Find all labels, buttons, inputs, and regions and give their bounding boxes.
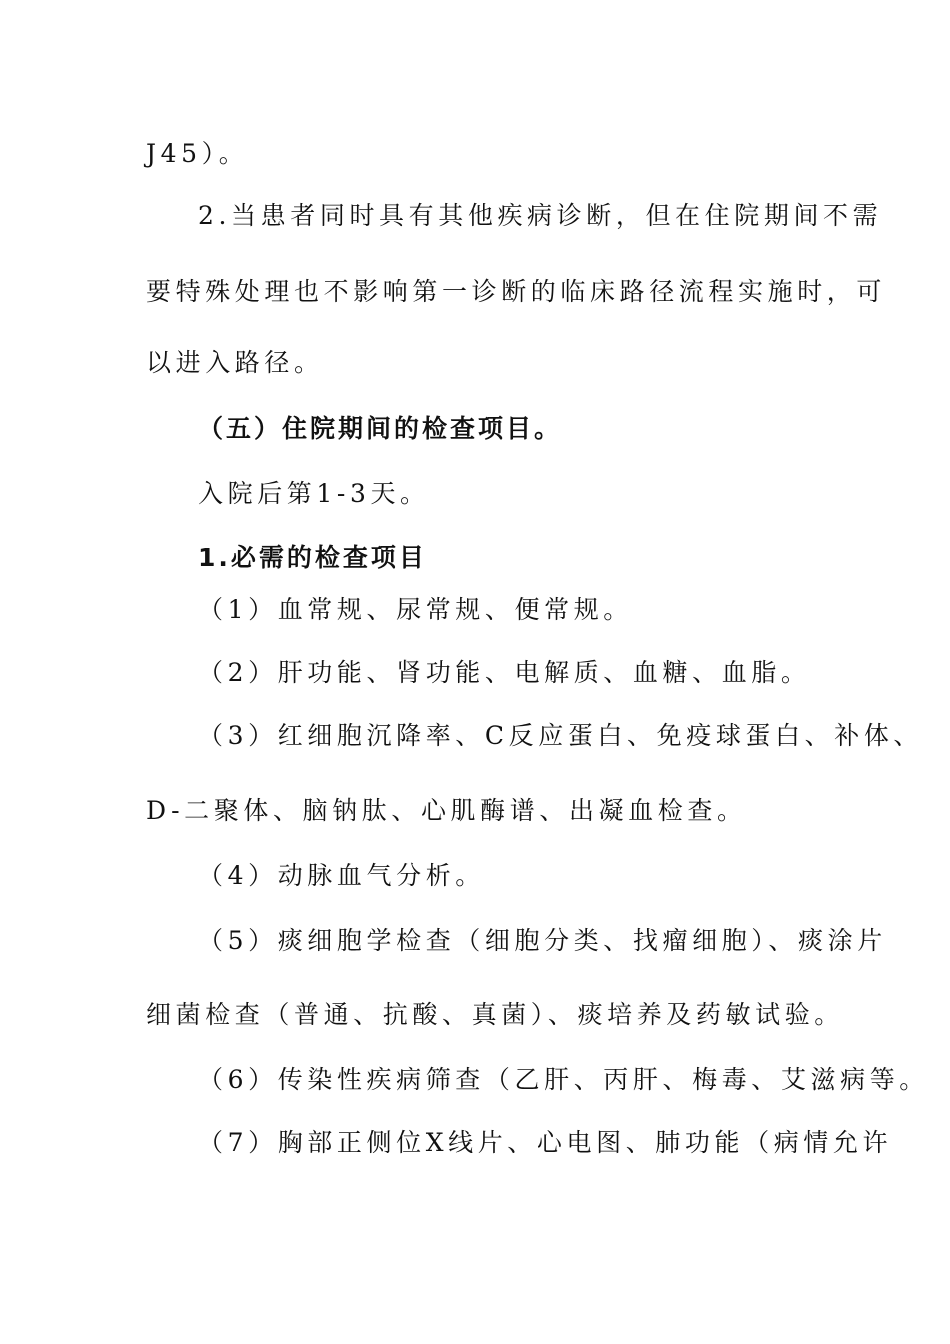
text-line-diagnosis-code-end: J45）。 (146, 139, 249, 168)
list-item-7-start: （7）胸部正侧位X线片、心电图、肺功能（病情允许 (198, 1128, 893, 1157)
text-line-item-2-start: 2.当患者同时具有其他疾病诊断，但在住院期间不需 (198, 201, 883, 230)
list-item-5-start: （5）痰细胞学检查（细胞分类、找瘤细胞）、痰涂片 (198, 926, 887, 955)
list-item-3-end: D-二聚体、脑钠肽、心肌酶谱、出凝血检查。 (146, 796, 747, 825)
list-item-2: （2）肝功能、肾功能、电解质、血糖、血脂。 (198, 658, 811, 687)
text-line-item-2-middle: 要特殊处理也不影响第一诊断的临床路径流程实施时，可 (146, 277, 887, 306)
text-line-admission-days: 入院后第1-3天。 (198, 479, 430, 508)
list-item-5-end: 细菌检查（普通、抗酸、真菌）、痰培养及药敏试验。 (146, 1000, 844, 1029)
list-item-3-start: （3）红细胞沉降率、C反应蛋白、免疫球蛋白、补体、 (198, 721, 924, 750)
list-item-4: （4）动脉血气分析。 (198, 861, 485, 890)
section-heading-inpatient-exams: （五）住院期间的检查项目。 (198, 414, 563, 443)
text-line-item-2-end: 以进入路径。 (146, 348, 324, 377)
list-item-6: （6）传染性疾病筛查（乙肝、丙肝、梅毒、艾滋病等。 (198, 1065, 929, 1094)
list-item-1: （1）血常规、尿常规、便常规。 (198, 595, 633, 624)
subheading-required-exams: 1.必需的检查项目 (198, 543, 427, 572)
